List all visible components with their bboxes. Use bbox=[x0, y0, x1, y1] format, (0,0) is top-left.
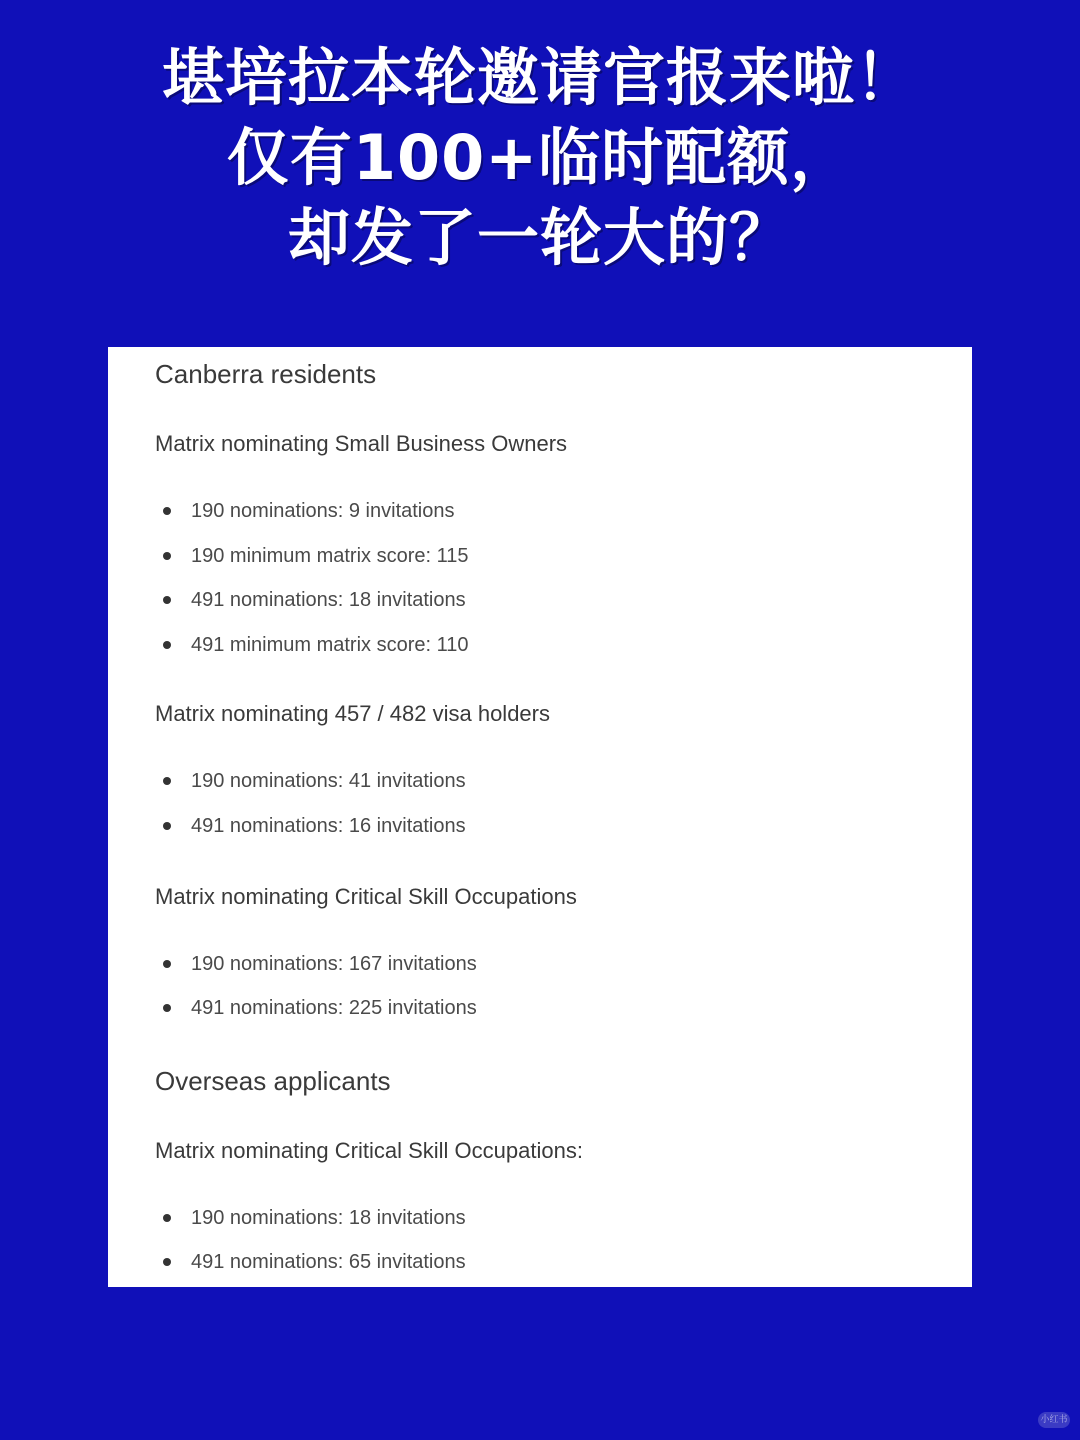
bullet-icon bbox=[163, 1258, 171, 1266]
group-title-visa-holders: Matrix nominating 457 / 482 visa holders bbox=[155, 701, 550, 726]
group-title-critical-skill: Matrix nominating Critical Skill Occupations bbox=[155, 884, 577, 909]
bullet-icon bbox=[163, 1214, 171, 1222]
headline-line-3: 却发了一轮大的？ bbox=[287, 201, 792, 274]
bullet-icon bbox=[163, 777, 171, 785]
group-title-small-business: Matrix nominating Small Business Owners bbox=[155, 431, 568, 456]
section-title-canberra-residents: Canberra residents bbox=[155, 359, 377, 389]
bullet-icon bbox=[163, 507, 171, 515]
group-title-overseas-critical-skill: Matrix nominating Critical Skill Occupations: bbox=[155, 1138, 583, 1163]
bullet-icon bbox=[163, 1004, 171, 1012]
bullet-icon bbox=[163, 822, 171, 830]
bullet-icon bbox=[163, 552, 171, 560]
headline-line-1: 堪培拉本轮邀请官报来啦！ bbox=[161, 41, 918, 114]
headline bbox=[0, 38, 1080, 278]
bullet-icon bbox=[163, 641, 171, 649]
watermark-logo: 小红书 bbox=[1038, 1412, 1070, 1428]
bullet-icon bbox=[163, 596, 171, 604]
bullet-icon bbox=[163, 960, 171, 968]
section-title-overseas-applicants: Overseas applicants bbox=[155, 1066, 391, 1096]
screenshot-card: Canberra residents Matrix nominating Small Business Owners 190 nominations: 9 invitations 190 minimum matrix score: 115 491 nominations: 18 invitations 491 minimum matrix score: 110 Matrix nominating 457 / 482 visa holders 190 nominations: 41 invitations 491 nominations: 16 invitations Matrix nominating Critical Skill Occupations 190 nominations: 167 invitations 491 nominations: 225 invitations Overseas applicants Matrix nominating Critical Skill Occupations: 190 nominations: 18 invitations 491 nominations: 65 invitations bbox=[108, 347, 972, 1287]
headline-line-2: 仅有100+临时配额， bbox=[226, 121, 854, 194]
